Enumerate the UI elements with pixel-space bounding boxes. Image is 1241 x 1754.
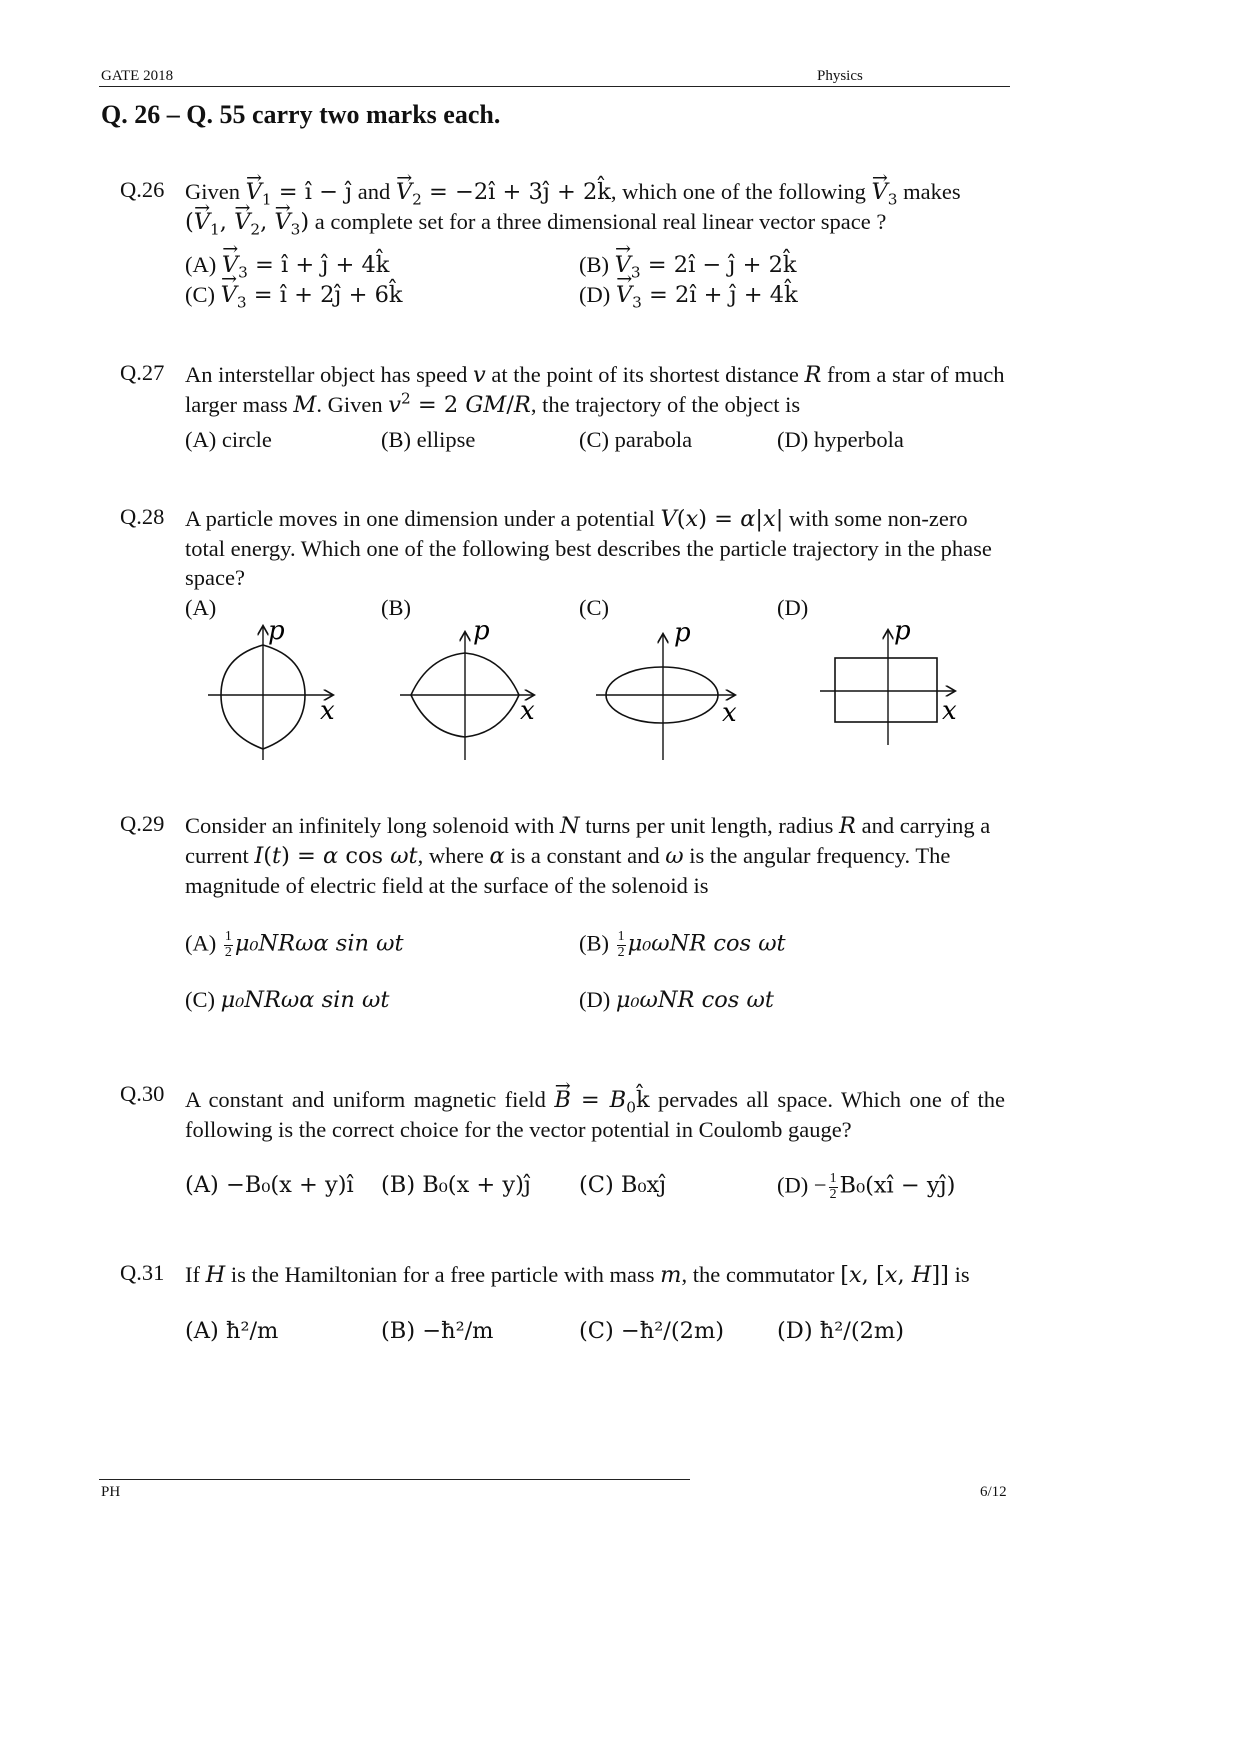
q28-diagram-d[interactable] bbox=[818, 615, 968, 765]
q27-option-a[interactable]: (A) circle bbox=[185, 427, 272, 452]
q26-number: Q.26 bbox=[120, 177, 165, 202]
phase-trajectory bbox=[835, 658, 937, 722]
q30-option-a[interactable]: (A) −B₀(x + y)î bbox=[185, 1172, 354, 1198]
q31-option-d[interactable]: (D) ħ²/(2m) bbox=[777, 1318, 905, 1344]
q30-number: Q.30 bbox=[120, 1081, 165, 1106]
axis-label-p: p bbox=[268, 616, 285, 646]
q27-option-b[interactable]: (B) ellipse bbox=[381, 427, 476, 452]
axis-label-x: x bbox=[520, 696, 535, 726]
q31-number: Q.31 bbox=[120, 1260, 165, 1285]
q31-text: If H is the Hamiltonian for a free particle with mass m, the commutator [x, [x, H]] is bbox=[185, 1262, 970, 1288]
q29-number: Q.29 bbox=[120, 811, 165, 836]
q26-text: Given → $V_1$ = î − ĵ and → $V_2$ = −2î + 3ĵ + 2k̂, which one of the following → $V_3$ makes (→ $V_1$, → $V_2$, → $V_3$) a complete set for a three dimensional real linear vector space ? bbox=[185, 177, 1015, 237]
q26-option-d[interactable]: $(D) \to V_3$ = 2î + ĵ + 4k̂ bbox=[579, 282, 798, 308]
header-right: Physics bbox=[817, 68, 863, 84]
footer-rule bbox=[99, 1479, 690, 1480]
q27-option-d[interactable]: (D) hyperbola bbox=[777, 427, 904, 452]
header-rule bbox=[99, 86, 1010, 87]
q26-option-c[interactable]: $(C) \to V_3$ = î + 2ĵ + 6k̂ bbox=[185, 282, 403, 308]
q27-option-c[interactable]: (C) parabola bbox=[579, 427, 693, 452]
axis-label-x: x bbox=[320, 696, 335, 726]
q30-text: A constant and uniform magnetic field → $B = B_0k̂$ pervades all space. Which one of the following is the correct choice for the vector potential in Coulomb gauge? bbox=[185, 1085, 1005, 1144]
axis-label-p: p bbox=[473, 616, 490, 646]
axis-label-x: x bbox=[722, 698, 737, 728]
q31-option-c[interactable]: (C) −ħ²/(2m) bbox=[579, 1318, 725, 1344]
q27-number: Q.27 bbox=[120, 360, 165, 385]
q29-text: Consider an infinitely long solenoid with N turns per unit length, radius R and carrying a current I(t) = α cos ωt, where α is a constant and ω is the angular frequency. The magnitude of electric field at the surface of the solenoid is bbox=[185, 813, 991, 898]
footer-page-number: 6/12 bbox=[980, 1484, 1007, 1500]
q28-diagram-b[interactable] bbox=[398, 615, 548, 765]
axis-label-x: x bbox=[942, 696, 957, 726]
q26-option-b[interactable]: $(B) \to V_3$ = 2î − ĵ + 2k̂ bbox=[579, 252, 797, 278]
q28-option-a-label[interactable]: (A) bbox=[185, 595, 217, 620]
q28-diagram-a[interactable] bbox=[200, 615, 350, 765]
q29-option-b[interactable]: (B) $\frac{1}{2}$ μ₀ωNR cos ωt bbox=[579, 929, 786, 960]
header-left: GATE 2018 bbox=[101, 68, 174, 84]
q29-option-a[interactable]: (A) $\frac{1}{2}$ μ₀NRωα sin ωt bbox=[185, 929, 404, 960]
axis-label-p: p bbox=[894, 616, 911, 646]
q28-diagram-c[interactable] bbox=[594, 615, 744, 765]
q30-option-b[interactable]: (B) B₀(x + y)ĵ bbox=[381, 1172, 531, 1198]
q30-option-c[interactable]: (C) B₀xĵ bbox=[579, 1172, 667, 1198]
q31-option-a[interactable]: (A) ħ²/m bbox=[185, 1318, 279, 1344]
q28-option-d-label[interactable]: (D) bbox=[777, 595, 809, 620]
q31-option-b[interactable]: (B) −ħ²/m bbox=[381, 1318, 494, 1344]
q29-option-d[interactable]: (D) μ₀ωNR cos ωt bbox=[579, 987, 774, 1013]
axis-label-p: p bbox=[674, 618, 691, 648]
q28-number: Q.28 bbox=[120, 504, 165, 529]
q28-option-b-label[interactable]: (B) bbox=[381, 595, 411, 620]
q28-text: A particle moves in one dimension under a potential V(x) = α|x| with some non-zero total energy. Which one of the following best describes the particle trajectory in the phase space? bbox=[185, 506, 992, 590]
q27-text: An interstellar object has speed v at the point of its shortest distance R from a star of much larger mass M. Given $v^2 = 2$ GM/R, the trajectory of the object is bbox=[185, 362, 1005, 418]
q28-option-c-label[interactable]: (C) bbox=[579, 595, 609, 620]
q30-option-d[interactable]: (D) − $\frac{1}{2}$ B₀(xî − yĵ) bbox=[777, 1171, 956, 1202]
q29-option-c[interactable]: (C) μ₀NRωα sin ωt bbox=[185, 987, 390, 1013]
q26-option-a[interactable]: $(A) \to V_3$ = î + ĵ + 4k̂ bbox=[185, 252, 389, 278]
section-title: Q. 26 – Q. 55 carry two marks each. bbox=[101, 100, 501, 129]
footer-left: PH bbox=[101, 1484, 121, 1500]
